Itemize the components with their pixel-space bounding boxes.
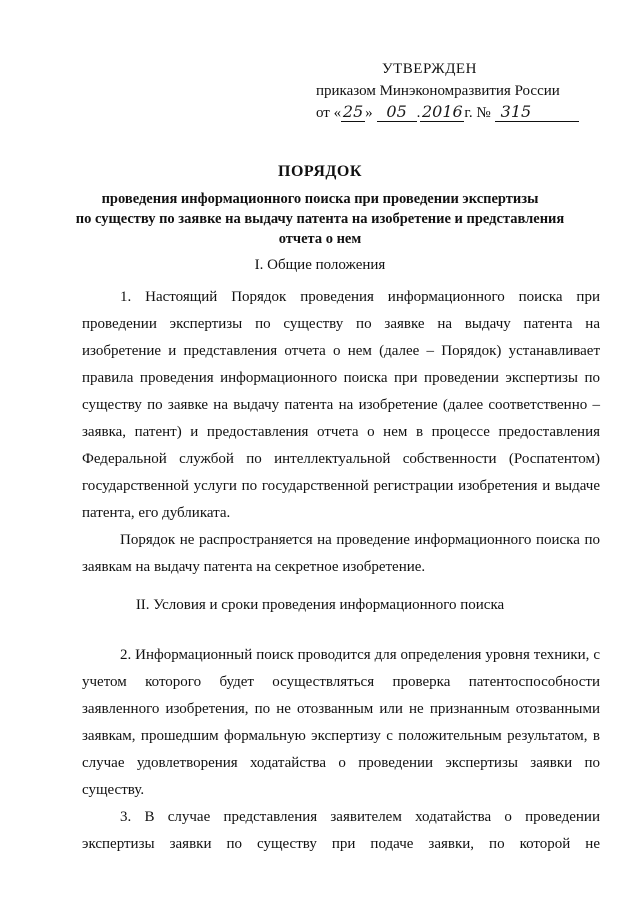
section-2-heading: II. Условия и сроки проведения информационного поиска [135, 597, 505, 613]
handwritten-month: 05 [377, 103, 417, 122]
subtitle-line-3: отчета о нем [278, 231, 362, 247]
section-1-paragraph-2: Порядок не распространяется на проведение информационного поиска по заявкам на выдачу патента на секретное изобретение. [82, 532, 600, 575]
document-subtitle [0, 189, 640, 249]
subtitle-line-1: проведения информационного поиска при проведении экспертизы [101, 191, 539, 207]
date-quote-close: » [365, 105, 373, 121]
section-2-paragraph-2: 3. В случае представления заявителем ходатайства о проведении экспертизы заявки по существу при подаче заявки, по которой не [82, 809, 600, 852]
approved-label: УТВЕРЖДЕН [382, 61, 477, 77]
date-suffix: г. № [464, 105, 491, 121]
order-line: приказом Минэкономразвития России [316, 83, 560, 99]
approval-block [316, 58, 616, 124]
section-1-heading: I. Общие положения [254, 257, 386, 273]
section-1-paragraph-1: 1. Настоящий Порядок проведения информационного поиска при проведении экспертизы по существу по заявке на выдачу патента на изобретение и представления отчета о нем (далее – Порядок) устанавливает правила проведения информационного поиска при проведении экспертизы по существу по заявке на выдачу патента на изобретение (далее соответственно – заявка, патент) и предоставления отчета о нем в процессе предоставления Федеральной службой по интеллектуальной собственности (Роспатентом) государственной услуги по государственной регистрации изобретения и выдаче патента, его дубликата. [82, 289, 600, 521]
order-date-line [316, 102, 616, 124]
date-prefix: от « [316, 105, 342, 121]
handwritten-day: 25 [342, 102, 364, 121]
subtitle-line-2: по существу по заявке на выдачу патента на изобретение и представления [75, 211, 565, 227]
handwritten-year: 2016 [422, 102, 463, 121]
date-separator: . [416, 105, 421, 121]
handwritten-order-number: 315 [495, 103, 579, 122]
document-title: ПОРЯДОК [278, 163, 362, 180]
section-2-paragraph-1: 2. Информационный поиск проводится для определения уровня техники, с учетом которого будет осуществляться проверка патентоспособности заявленного изобретения, по не отозванным или не признанным отозванными заявкам, прошедшим формальную экспертизу с положительным результатом, в случае удовлетворения ходатайства о проведении экспертизы заявки по существу. [82, 647, 600, 798]
